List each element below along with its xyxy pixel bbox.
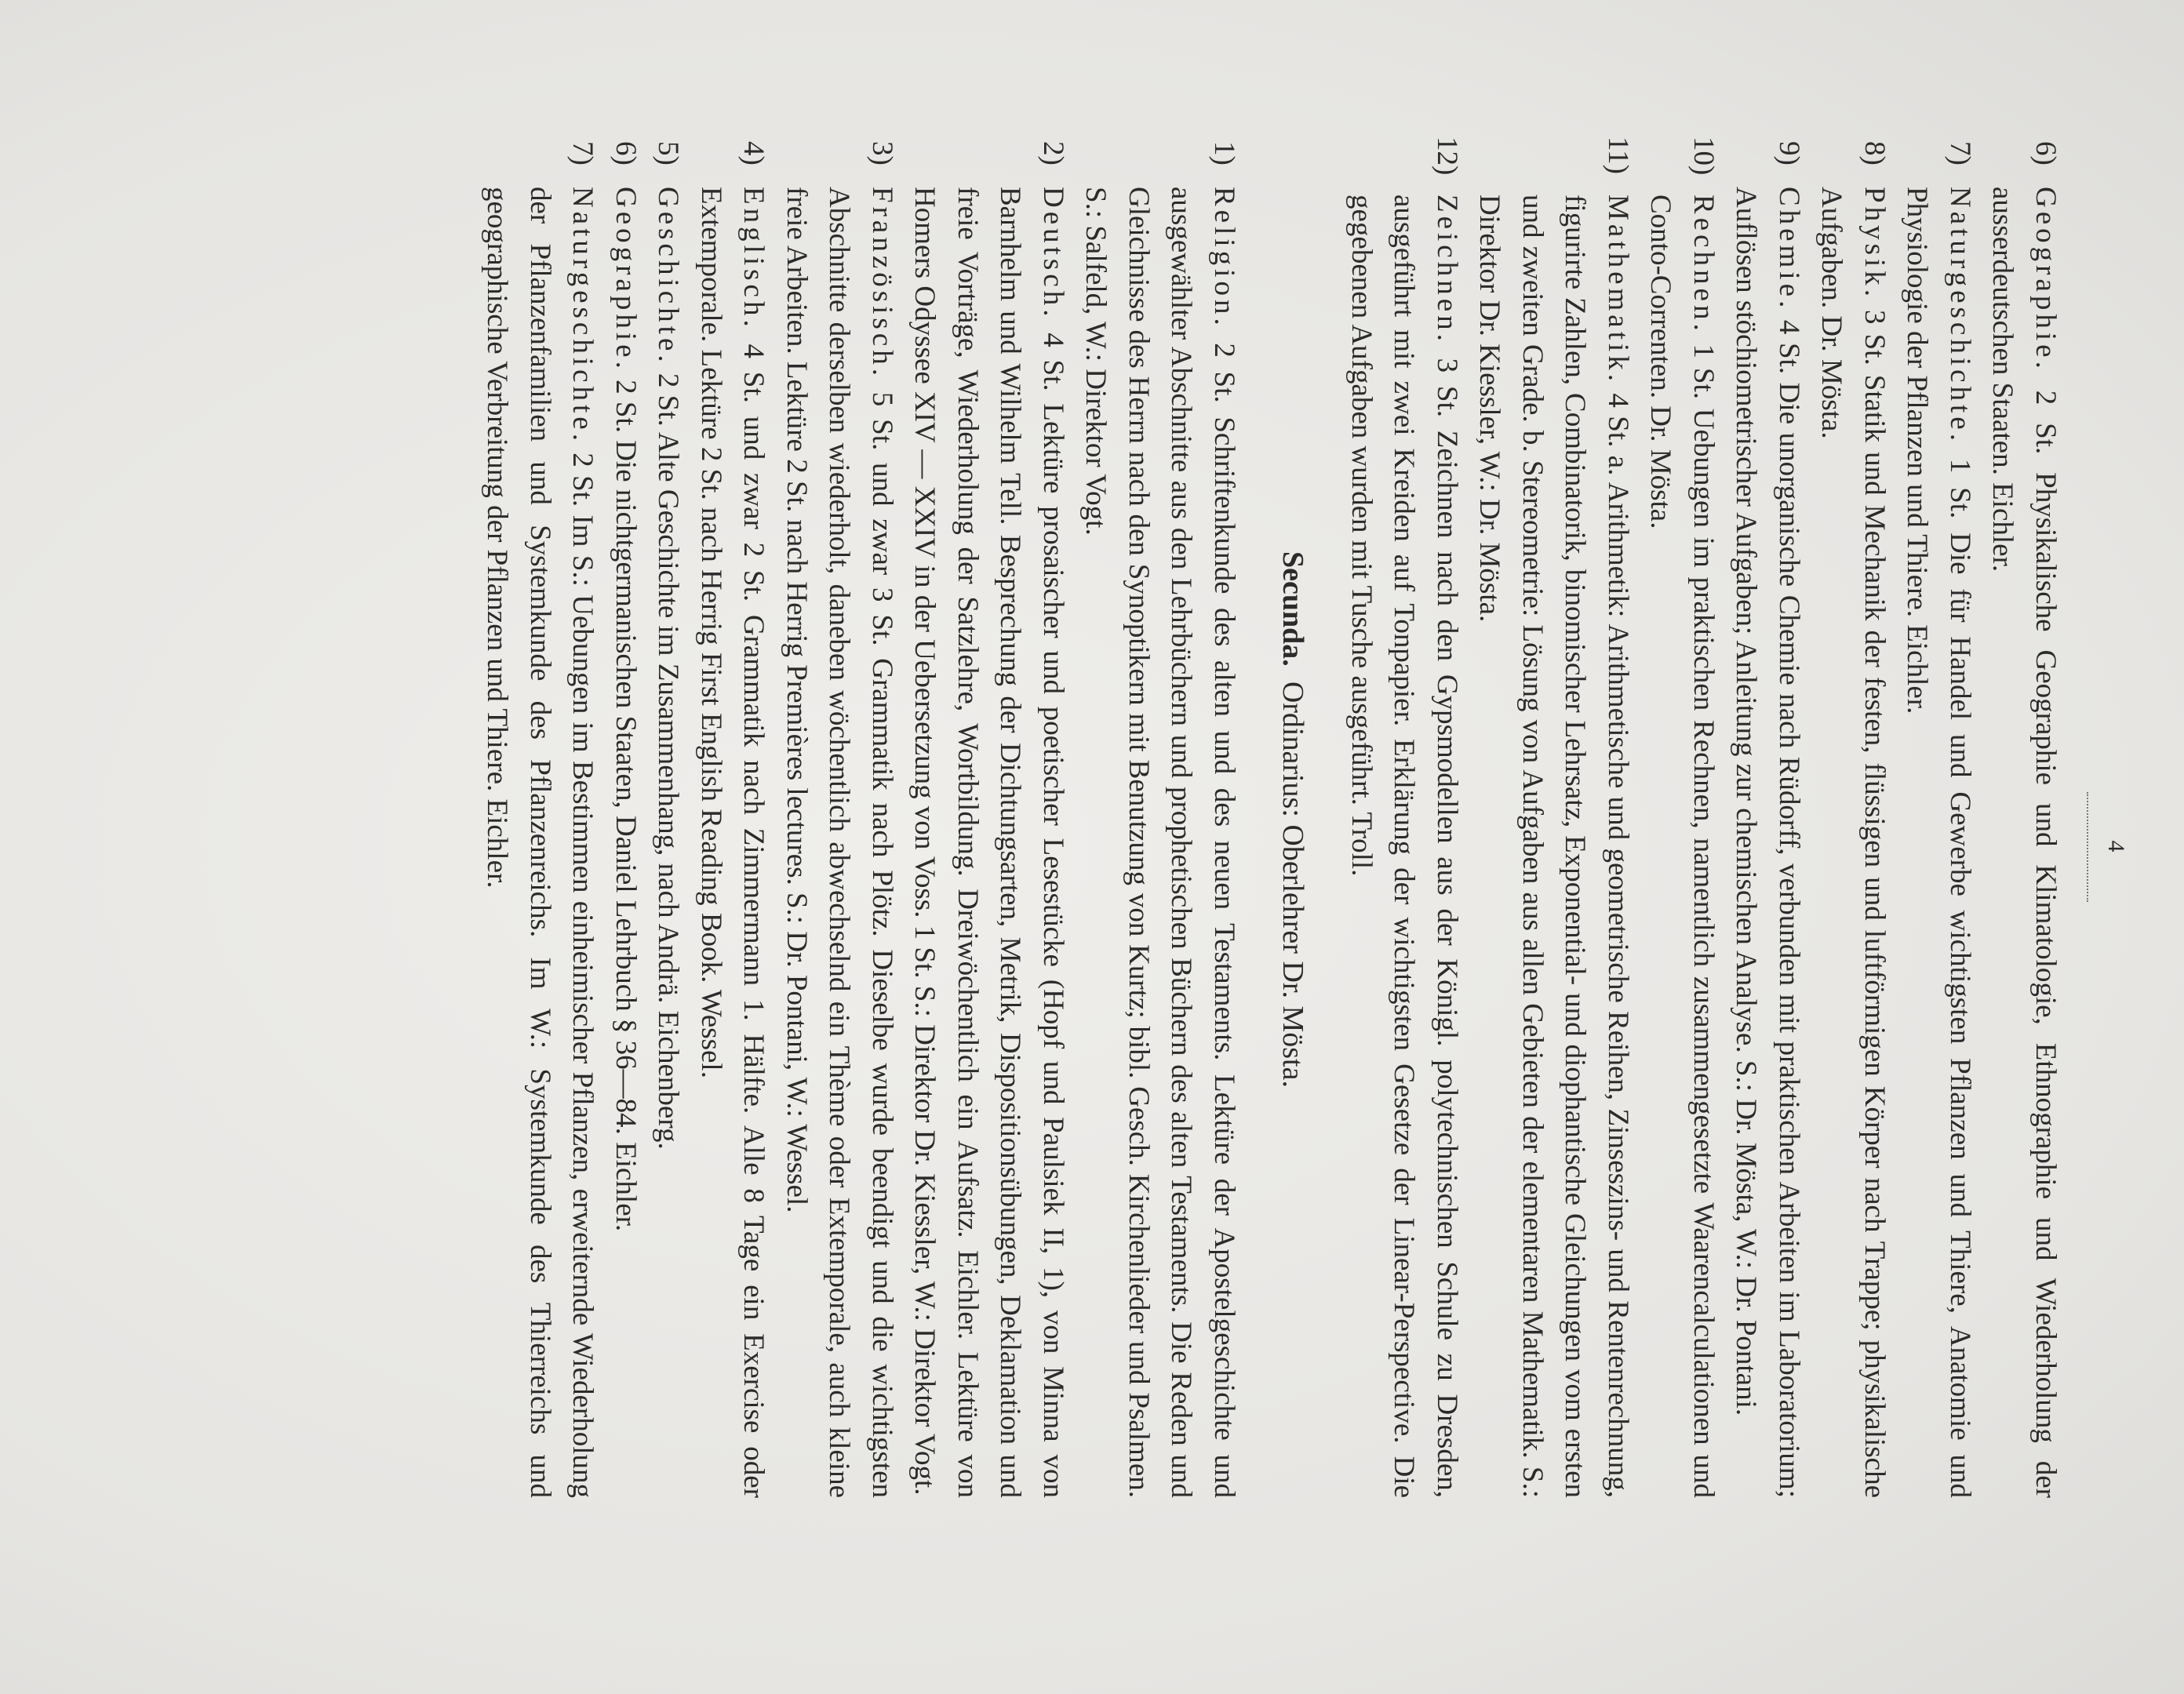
entry-number: 3) [866,141,898,165]
entry-text: 4 St. a. Arithmetik: Arithmetische und geometrische Reihen, Zinseszins- und Rentenrechnung, figurirte Zahlen, Combinatorik, binomischer Lehrsatz, Exponential- und diophantische Gleichungen vom ersten und zweiten Grade. b. Stereometrie: Lösung von Aufgaben aus allen Gebieten der elementaren Mathematik. S.: Direktor Dr. Kiessler, W.: Dr. Mösta. [1473,194,1634,1498]
course-entry [1981,141,2066,1498]
decorative-rule [2087,792,2096,902]
secunda-ordinarius: Ordinarius: Oberlehrer Dr. Mösta. [1276,681,1310,1088]
entry-number: 10) [1687,136,1720,176]
document-body [475,136,2066,1498]
entry-subject: Englisch. [737,187,770,331]
entry-text: 4 St. Die unorganische Chemie nach Rüdorff, verbunden mit praktischen Arbeiten im Laboratorium; Auflösen stöchiometrischer Aufgaben; Anleitung zur chemischen Analyse. S.: Dr. Mösta, W.: Dr. Pontani. [1730,187,1805,1498]
course-entry [1468,136,1639,1498]
entry-number: 9) [1773,141,1805,165]
course-entry [903,141,1074,1498]
entry-subject: Geschichte. [652,187,685,366]
entry-number: 2) [1037,141,1069,165]
entry-subject: Geographie. [610,187,642,373]
entry-subject: Religion. [1208,187,1240,329]
page-number: 4 [2103,840,2129,854]
entry-text: 5 St. und zwar 3 St. Grammatik nach Plötz. Dieselbe wurde beendigt und die wichtigsten Abschnitte derselben wiederholt, daneben wöchentlich abwechselnd ein Thème oder Extemporale, auch kleine freie Arbeiten. Lektüre 2 St. nach Herrig Premières lectures. S.: Dr. Pontani, W.: Wessel. [781,187,898,1498]
entry-number: 1) [1208,141,1240,165]
entry-number: 4) [737,141,770,165]
course-entry [646,141,690,1498]
entry-text: 1 St. Uebungen im praktischen Rechnen, namentlich zusammengesetzte Waarencalculationen und Conto-Correnten. Dr. Mösta. [1644,194,1720,1498]
entry-number: 7) [566,141,599,165]
entry-text: 3 St. Statik und Mechanik der festen, flüssigen und luftförmigen Körper nach Trappe; physikalische Aufgaben. Dr. Mösta. [1815,187,1891,1498]
entry-subject: Chemie. [1773,187,1805,312]
course-entry [1639,136,1724,1498]
entry-number: 6) [2029,141,2062,165]
course-entry [1810,141,1895,1498]
course-entry [1340,136,1469,1498]
entry-text: 4 St. Lektüre prosaischer und poetischer Lesestücke (Hopf und Paulsiek II, 1), von Minna von Barnhelm und Wilhelm Tell. Besprechung der Dichtungsarten, Metrik, Dispositionsübungen, Deklamation und freie Vorträge, Wiederholung der Satzlehre, Wortbildung. Dreiwöchentlich ein Aufsatz. Eichler. Lektüre von Homers Odyssee XIV — XXIV in der Uebersetzung von Voss. 1 St. S.: Direktor Dr. Kiessler, W.: Direktor Vogt. [908,187,1069,1498]
entry-subject: Naturgeschichte. [1944,187,1976,445]
entry-subject: Naturgeschichte. [566,187,599,445]
entry-text: 2 St. Physikalische Geographie und Klimatologie, Ethnographie und Wiederholung der ausserdeutschen Staaten. Eichler. [1986,187,2062,1498]
entry-subject: Französisch. [866,187,898,380]
entry-text: 2 St. Im S.: Uebungen im Bestimmen einheimischer Pflanzen, erweiternde Wiederholung der Pflanzenfamilien und Systemkunde des Pflanzenreichs. Im W.: Systemkunde des Thierreichs und geographische Verbreitung der Pflanzen und Thiere. Eichler. [481,187,599,1498]
course-entry [1895,141,1981,1498]
course-entry [1074,141,1245,1498]
page-header [2087,0,2129,1694]
entry-text: 1 St. Die für Handel und Gewerbe wichtigsten Pflanzen und Thiere, Anatomie und Physiologie der Pflanzen und Thiere. Eichler. [1901,187,1976,1498]
entry-subject: Zeichnen. [1431,194,1463,345]
entry-text: 2 St. Alte Geschichte im Zusammenhang, nach Andrä. Eichenberg. [652,365,685,1150]
entry-number: 5) [652,141,685,165]
entry-number: 12) [1431,136,1463,176]
course-entry [775,141,904,1498]
secunda-heading [1272,141,1315,1498]
entry-text: 4 St. und zwar 2 St. Grammatik nach Zimmermann 1. Hälfte. Alle 8 Tage ein Exercise oder Extemporale. Lektüre 2 St. nach Herrig First English Reading Book. Wessel. [695,187,770,1498]
entry-text: 2 St. Die nichtgermanischen Staaten, Daniel Lehrbuch § 36—84. Eichler. [610,372,642,1232]
entry-number: 6) [610,141,642,165]
course-entry [604,141,647,1498]
secunda-section [475,141,1245,1498]
prima-section [1340,136,2067,1498]
entry-subject: Physik. [1858,187,1891,301]
entry-number: 8) [1858,141,1891,165]
secunda-title: Secunda. [1276,551,1310,667]
entry-subject: Deutsch. [1037,187,1069,321]
course-entry [475,141,604,1498]
entry-text: 2 St. Schriftenkunde des alten und des neuen Testaments. Lektüre der Apostelgeschichte und ausgewählter Abschnitte aus den Lehrbüchern und prophetischen Büchern des alten Testaments. Die Reden und Gleichnisse des Herrn nach den Synoptikern mit Benutzung von Kurtz; bibl. Gesch. Kirchenlieder und Psalmen. S.: Salfeld, W.: Direktor Vogt. [1079,187,1240,1498]
entry-number: 7) [1944,141,1976,165]
course-entry [690,141,775,1498]
entry-text: 3 St. Zeichnen nach den Gypsmodellen aus der Königl. polytechnischen Schule zu Dresden, ausgeführt mit zwei Kreiden auf Tonpapier. Erklärung der wichtigsten Gesetze der Linear-Perspective. Die gegebenen Aufgaben wurden mit Tusche ausgeführt. Troll. [1345,194,1463,1498]
entry-subject: Mathematik. [1602,194,1634,386]
course-entry [1724,141,1810,1498]
entry-number: 11) [1602,136,1634,174]
entry-subject: Geographie. [2029,187,2062,373]
entry-subject: Rechnen. [1687,194,1720,335]
